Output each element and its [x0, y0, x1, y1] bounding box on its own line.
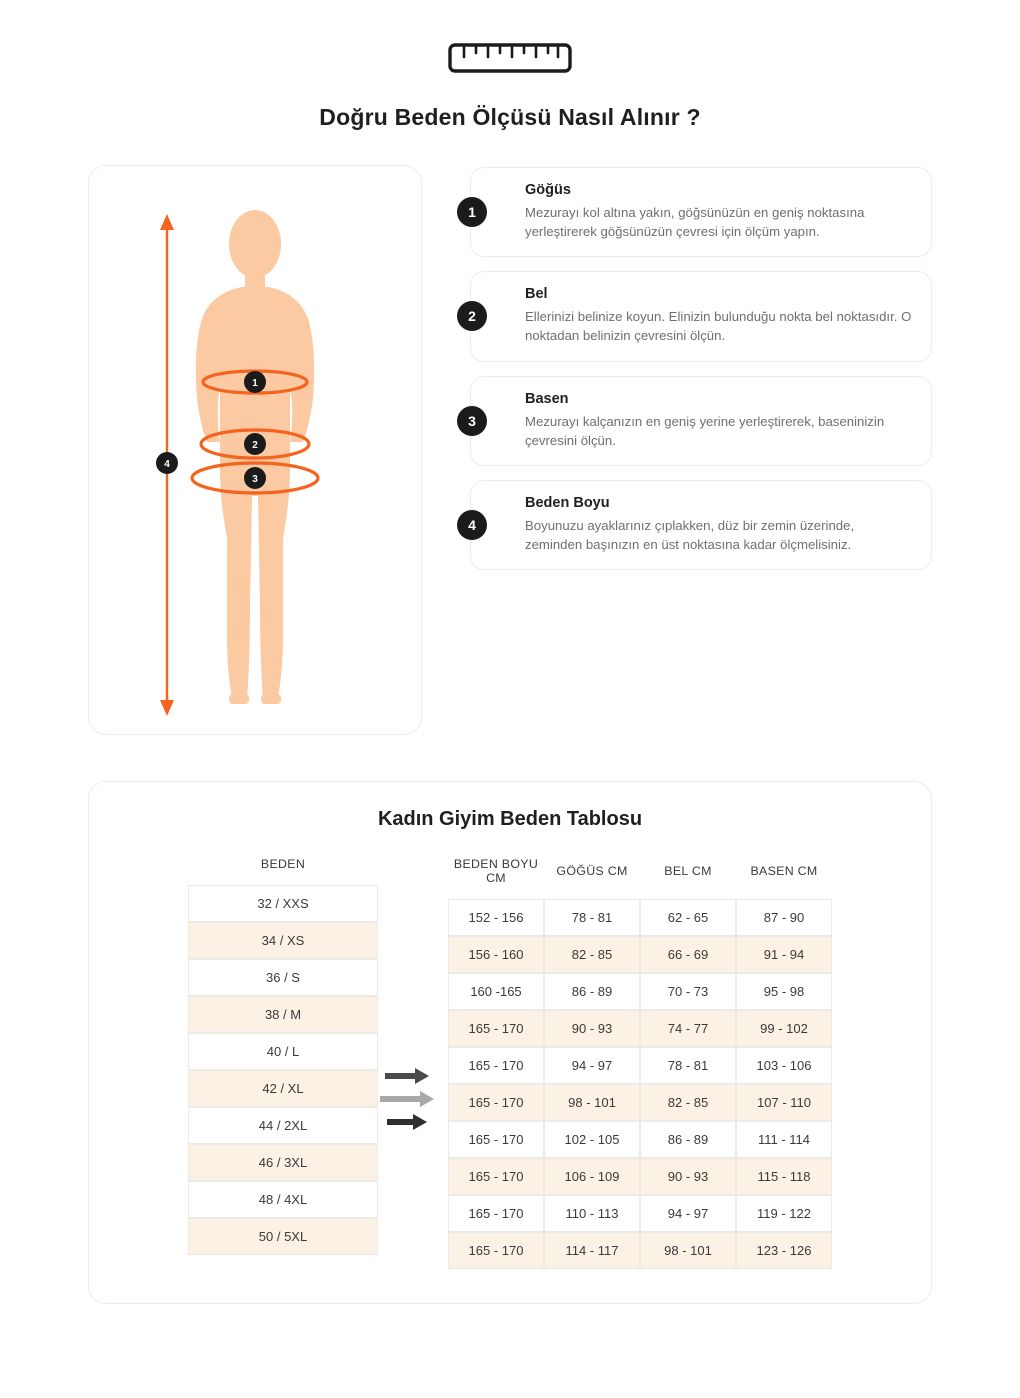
cell-waist: 86 - 89 — [640, 1121, 736, 1158]
header-beden: BEDEN — [260, 857, 306, 871]
table-row — [188, 1181, 378, 1218]
table-row — [448, 1010, 832, 1047]
marker-3 — [244, 467, 266, 489]
cell-height: 152 - 156 — [448, 899, 544, 936]
female-body-measurement-diagram — [89, 166, 421, 734]
page-title: Doğru Beden Ölçüsü Nasıl Alınır ? — [319, 104, 701, 130]
table-row — [188, 1070, 378, 1107]
arrow-right-icon — [380, 1091, 446, 1107]
header-gogus: GÖĞÜS CM — [556, 864, 628, 878]
cell-waist: 94 - 97 — [640, 1195, 736, 1232]
cell-size: 34 / XS — [188, 922, 378, 959]
step-title-4: Beden Boyu — [525, 494, 610, 511]
cell-hip: 103 - 106 — [736, 1047, 832, 1084]
cell-hip: 111 - 114 — [736, 1121, 832, 1158]
cell-hip: 123 - 126 — [736, 1232, 832, 1269]
cell-height: 156 - 160 — [448, 936, 544, 973]
cell-waist: 78 - 81 — [640, 1047, 736, 1084]
cell-size: 32 / XXS — [188, 885, 378, 922]
measurements-table — [448, 851, 832, 1269]
cell-size: 48 / 4XL — [188, 1181, 378, 1218]
cell-height: 165 - 170 — [448, 1232, 544, 1269]
cell-height: 165 - 170 — [448, 1121, 544, 1158]
cell-size: 44 / 2XL — [188, 1107, 378, 1144]
cell-height: 165 - 170 — [448, 1010, 544, 1047]
svg-text:2: 2 — [252, 440, 258, 451]
marker-2 — [244, 433, 266, 455]
ruler-icon — [448, 38, 572, 78]
table-row — [448, 973, 832, 1010]
table-row — [188, 1218, 378, 1255]
cell-hip: 87 - 90 — [736, 899, 832, 936]
cell-chest: 86 - 89 — [544, 973, 640, 1010]
table-row — [448, 1047, 832, 1084]
header-beden-boyu: BEDEN BOYU CM — [453, 857, 539, 885]
step-bel — [470, 271, 932, 361]
cell-chest: 94 - 97 — [544, 1047, 640, 1084]
cell-waist: 66 - 69 — [640, 936, 736, 973]
cell-chest: 114 - 117 — [544, 1232, 640, 1269]
cell-height: 165 - 170 — [448, 1047, 544, 1084]
cell-height: 165 - 170 — [448, 1084, 544, 1121]
arrows-decoration — [378, 851, 448, 1130]
cell-size: 46 / 3XL — [188, 1144, 378, 1181]
cell-height: 165 - 170 — [448, 1195, 544, 1232]
table-row — [188, 996, 378, 1033]
step-text-4: Boyunuzu ayaklarınız çıplakken, düz bir zemin üzerinde, zeminden başınızın en üst noktasına kadar ölçmelisiniz. — [525, 517, 855, 552]
header-basen: BASEN CM — [750, 864, 818, 878]
size-column-body — [188, 885, 378, 1255]
table-row — [188, 885, 378, 922]
cell-chest: 98 - 101 — [544, 1084, 640, 1121]
table-row — [448, 899, 832, 936]
table-row — [448, 1195, 832, 1232]
cell-hip: 99 - 102 — [736, 1010, 832, 1047]
arrow-right-icon — [387, 1114, 439, 1130]
cell-size: 50 / 5XL — [188, 1218, 378, 1255]
measurement-steps — [470, 165, 932, 570]
cell-waist: 70 - 73 — [640, 973, 736, 1010]
cell-chest: 110 - 113 — [544, 1195, 640, 1232]
measurements-body — [448, 899, 832, 1269]
cell-waist: 82 - 85 — [640, 1084, 736, 1121]
step-text-1: Mezurayı kol altına yakın, göğsünüzün en geniş noktasına yerleştirerek göğsünüzün çevresi için ölçüm yapın. — [525, 205, 865, 240]
step-gogus — [470, 167, 932, 257]
cell-chest: 82 - 85 — [544, 936, 640, 973]
step-basen — [470, 376, 932, 466]
cell-size: 38 / M — [188, 996, 378, 1033]
size-table-card — [88, 781, 932, 1304]
table-row — [448, 1158, 832, 1195]
cell-chest: 102 - 105 — [544, 1121, 640, 1158]
cell-hip: 119 - 122 — [736, 1195, 832, 1232]
cell-waist: 98 - 101 — [640, 1232, 736, 1269]
cell-chest: 78 - 81 — [544, 899, 640, 936]
table-row — [188, 959, 378, 996]
table-row — [448, 936, 832, 973]
marker-1 — [244, 371, 266, 393]
arrow-right-icon — [385, 1068, 441, 1084]
step-number-1: 1 — [457, 197, 487, 227]
marker-4 — [156, 452, 178, 474]
cell-chest: 106 - 109 — [544, 1158, 640, 1195]
table-row — [448, 1121, 832, 1158]
step-title-1: Göğüs — [525, 182, 571, 198]
table-row — [188, 1033, 378, 1070]
step-number-3: 3 — [457, 406, 487, 436]
cell-hip: 115 - 118 — [736, 1158, 832, 1195]
cell-waist: 90 - 93 — [640, 1158, 736, 1195]
svg-text:4: 4 — [164, 459, 170, 470]
table-row — [188, 922, 378, 959]
size-column-table — [188, 851, 378, 1255]
svg-text:3: 3 — [252, 474, 258, 485]
cell-height: 165 - 170 — [448, 1158, 544, 1195]
step-beden-boyu — [470, 480, 932, 570]
table-row — [448, 1232, 832, 1269]
step-number-2: 2 — [457, 301, 487, 331]
cell-chest: 90 - 93 — [544, 1010, 640, 1047]
cell-height: 160 -165 — [448, 973, 544, 1010]
cell-hip: 91 - 94 — [736, 936, 832, 973]
measurement-guide-section — [0, 165, 1020, 735]
table-row — [188, 1107, 378, 1144]
table-row — [448, 1084, 832, 1121]
step-text-2: Ellerinizi belinize koyun. Elinizin bulunduğu nokta bel noktasıdır. O noktadan belinizin çevresini ölçün. — [525, 309, 912, 344]
table-row — [188, 1144, 378, 1181]
header-bel: BEL CM — [664, 864, 712, 878]
step-title-2: Bel — [525, 286, 548, 303]
size-table-title: Kadın Giyim Beden Tablosu — [377, 808, 643, 830]
cell-size: 36 / S — [188, 959, 378, 996]
header-icon-wrap — [0, 38, 1020, 78]
cell-size: 42 / XL — [188, 1070, 378, 1107]
body-figure-card — [88, 165, 422, 735]
step-number-4: 4 — [457, 510, 487, 540]
cell-hip: 107 - 110 — [736, 1084, 832, 1121]
cell-size: 40 / L — [188, 1033, 378, 1070]
cell-waist: 62 - 65 — [640, 899, 736, 936]
step-title-3: Basen — [525, 390, 569, 407]
cell-hip: 95 - 98 — [736, 973, 832, 1010]
cell-waist: 74 - 77 — [640, 1010, 736, 1047]
step-text-3: Mezurayı kalçanızın en geniş yerine yerleştirerek, baseninizin çevresini ölçün. — [525, 413, 885, 448]
svg-text:1: 1 — [252, 378, 258, 389]
